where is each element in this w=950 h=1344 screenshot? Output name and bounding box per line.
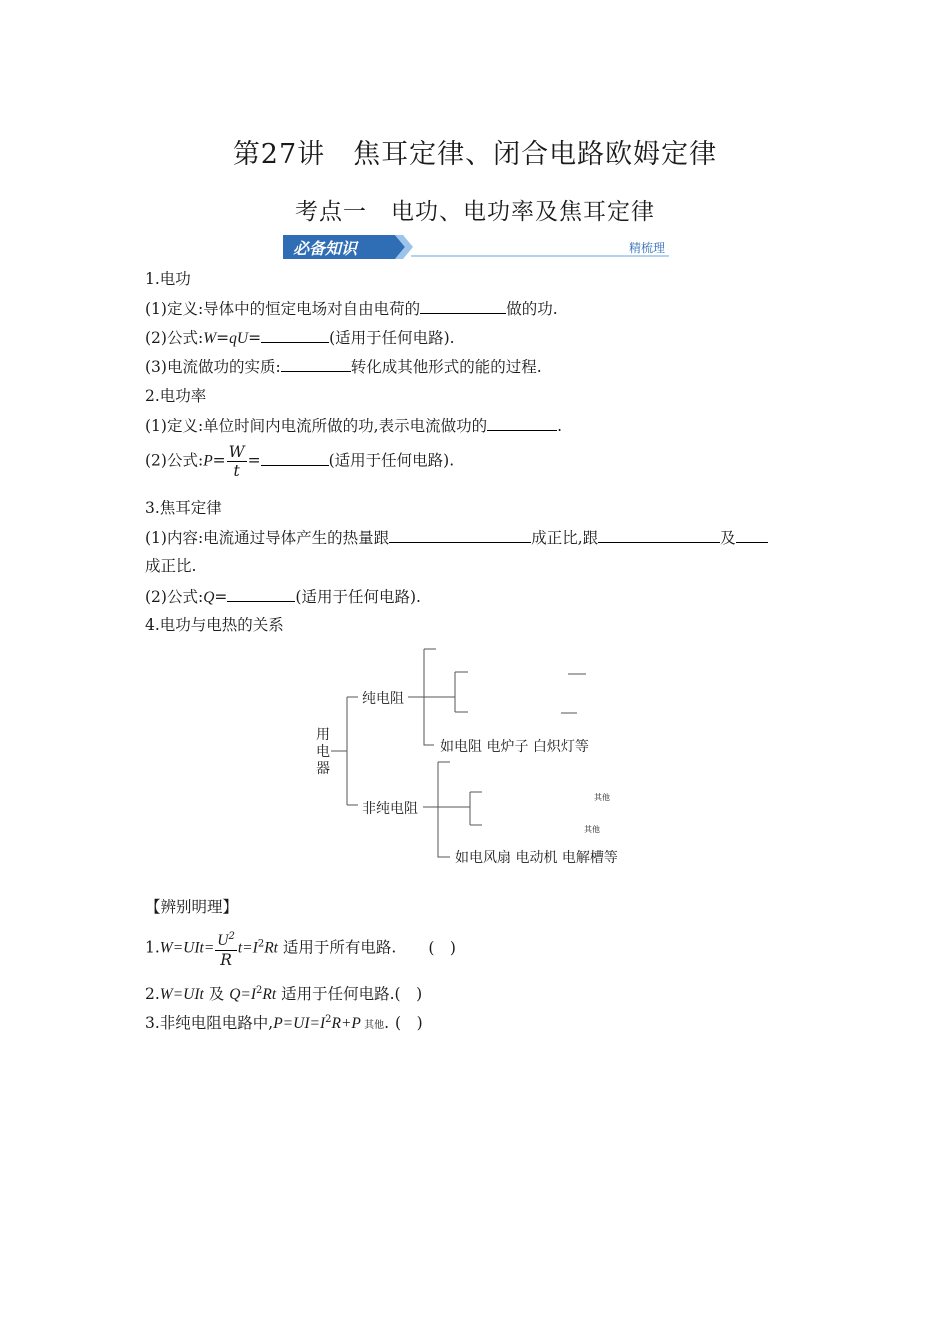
judge-q3: 3.非纯电阻电路中$,P=UI=I^2R+P$ 其他. ( ) xyxy=(145,1014,423,1033)
judge-heading: 【辨别明理】 xyxy=(145,898,239,916)
s3-content: (1)内容:电流通过导体产生的热量跟 成正比,跟 及 xyxy=(145,527,768,548)
s1-essence: (3)电流做功的实质: 转化成其他形式的能的过程. xyxy=(145,358,542,376)
page-title: 第27讲 焦耳定律、闭合电路欧姆定律 xyxy=(232,139,718,170)
diagram-other-label-2: 其他 xyxy=(584,825,600,834)
q3-answer-paren: ( ) xyxy=(395,1014,423,1033)
section-subtitle: 考点一 电功、电功率及焦耳定律 xyxy=(295,199,655,225)
diagram-pure-label: 纯电阻 xyxy=(362,691,404,707)
s3-content-cont: 成正比. xyxy=(145,557,197,575)
banner-right-label: 精梳理 xyxy=(629,241,666,255)
s1-formula: (2)公式:W=qU= (适用于任何电路). xyxy=(145,329,455,347)
diagram-nonpure-example: 如电风扇 电动机 电解槽等 xyxy=(455,850,618,866)
diagram-pure-example: 如电阻 电炉子 白炽灯等 xyxy=(440,739,589,755)
s2-formula: (2)公式:P= $\frac{W}{t}$ = (适用于任何电路). xyxy=(145,443,455,480)
q1-fraction: $\frac{U^2}{R}$ xyxy=(215,928,237,969)
s2-fraction: $\frac{W}{t}$ xyxy=(228,443,245,480)
s4-heading: 4.电功与电热的关系 xyxy=(145,616,284,634)
judge-q2: 2.W=UIt 及 $Q=I^2Rt$ 适用于任何电路.( ) xyxy=(145,985,423,1004)
s1-heading: 1.电功 xyxy=(145,270,191,288)
s3-formula: (2)公式:Q= (适用于任何电路). xyxy=(145,588,421,606)
diagram-nonpure-label: 非纯电阻 xyxy=(362,801,418,817)
banner-left-label: 必备知识 xyxy=(293,239,358,258)
q1-answer-paren: ( ) xyxy=(428,938,456,957)
judge-q1: 1.W=UIt= $\frac{U^2}{R}$ $t=I^2Rt$ 适用于所有电路. ( ) xyxy=(145,928,456,969)
s2-heading: 2.电功率 xyxy=(145,387,207,405)
s2-definition: (1)定义:单位时间内电流所做的功,表示电流做功的 . xyxy=(145,417,563,435)
s1-definition: (1)定义:导体中的恒定电场对自由电荷的 做的功. xyxy=(145,300,558,318)
diagram-root-label: 用电器 xyxy=(316,727,330,777)
s3-heading: 3.焦耳定律 xyxy=(145,499,222,517)
diagram-other-label-1: 其他 xyxy=(594,793,610,802)
q2-answer-paren: ( ) xyxy=(394,985,423,1004)
